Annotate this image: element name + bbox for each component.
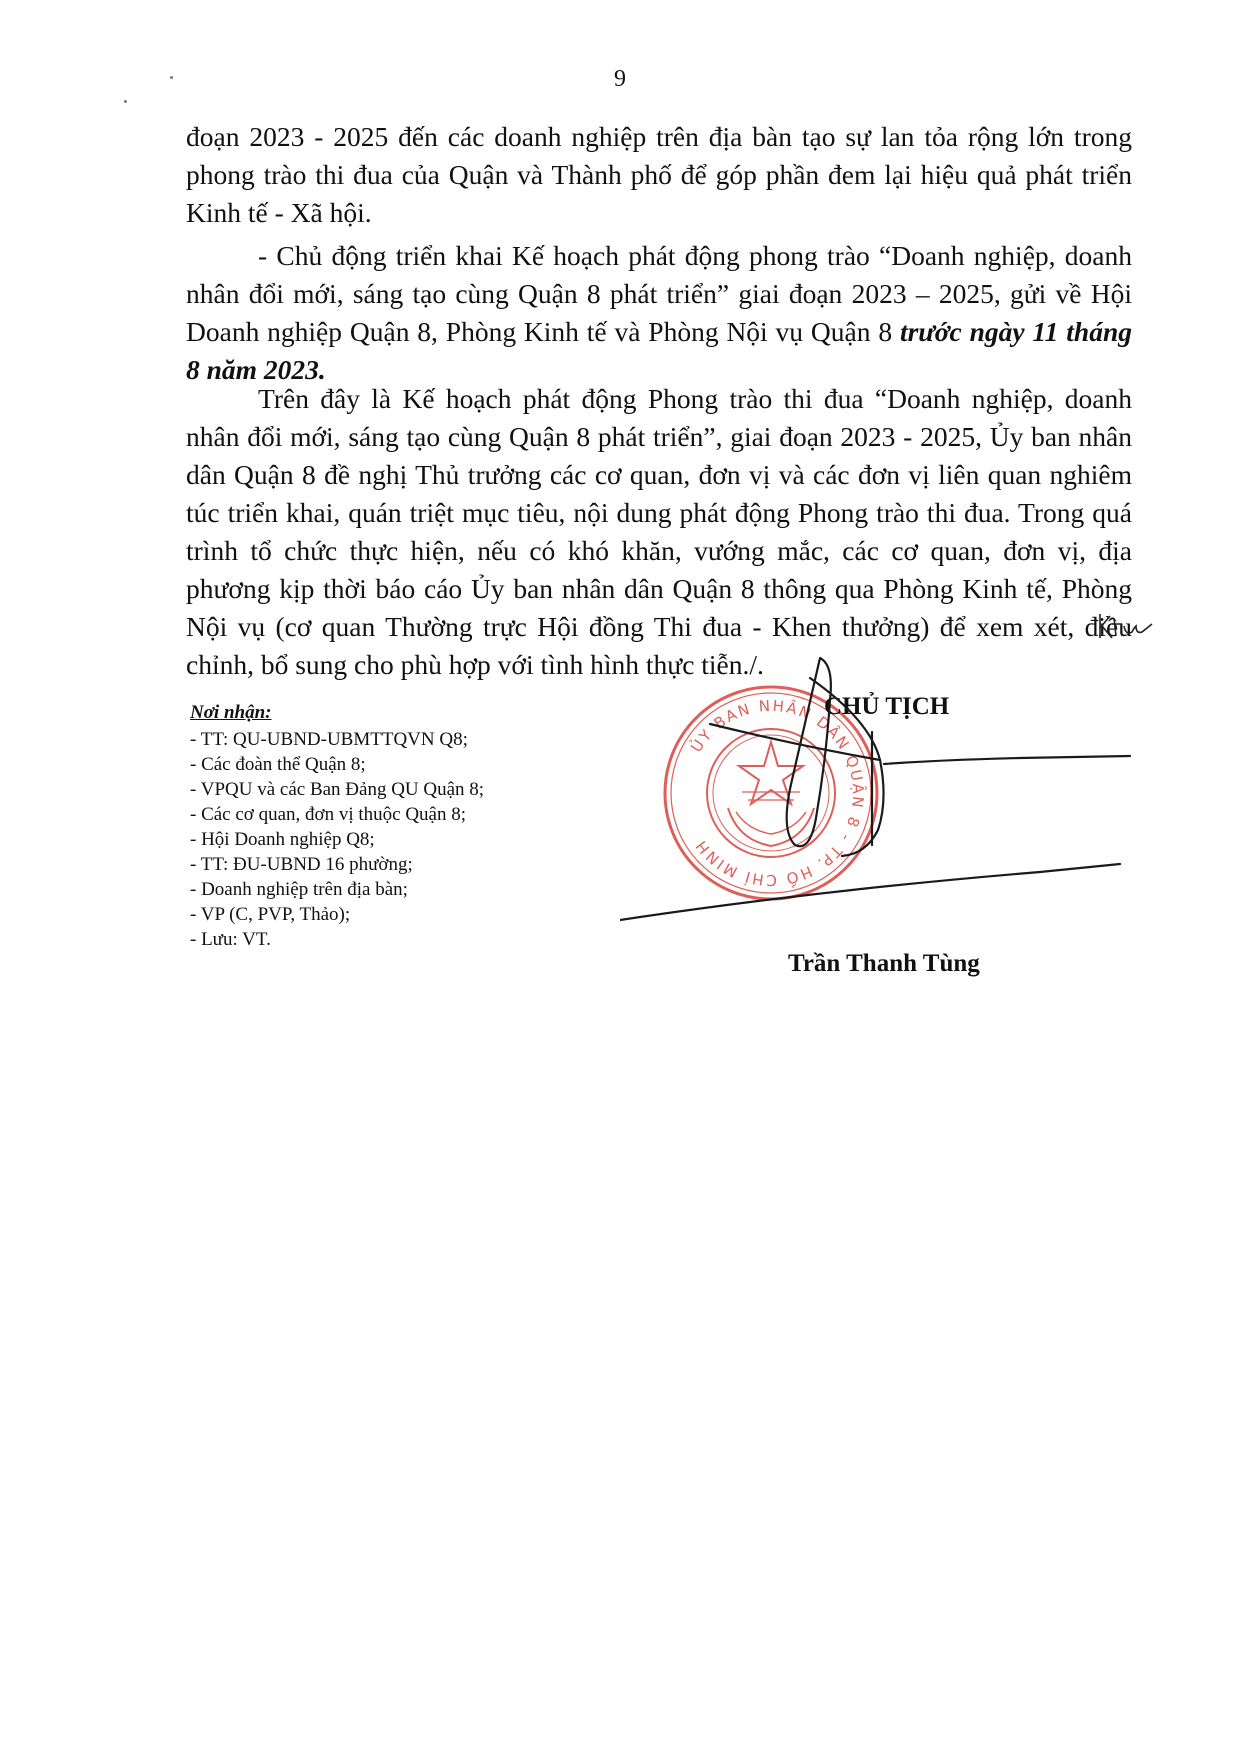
recipient-item: - VP (C, PVP, Thảo); [190, 904, 351, 925]
paragraph-continuation [186, 118, 1132, 232]
recipient-item: - TT: ĐU-UBND 16 phường; [190, 854, 413, 875]
recipient-item: - Hội Doanh nghiệp Q8; [190, 829, 375, 850]
paragraph-2-text: - Chủ động triển khai Kế hoạch phát động phong trào “Doanh nghiệp, doanh nhân đổi mới, sáng tạo cùng Quận 8 phát triển” giai đoạn 2023 – 2025, gửi về Hội Doanh nghiệp Quận 8, Phòng Kinh tế và Phòng Nội vụ Quận 8 [186, 240, 1132, 347]
handwritten-initials [1096, 604, 1156, 644]
recipient-item: - Doanh nghiệp trên địa bàn; [190, 879, 408, 900]
scan-speck [124, 100, 127, 103]
paragraph-3: Trên đây là Kế hoạch phát động Phong trào thi đua “Doanh nghiệp, doanh nhân đổi mới, sáng tạo cùng Quận 8 phát triển”, giai đoạn 2023 - 2025, Ủy ban nhân dân Quận 8 đề nghị Thủ trưởng các cơ quan, đơn vị và các đơn vị liên quan nghiêm túc triển khai, quán triệt mục tiêu, nội dung phát động Phong trào thi đua. Trong quá trình tổ chức thực hiện, nếu có khó khăn, vướng mắc, các cơ quan, đơn vị, địa phương kịp thời báo cáo Ủy ban nhân dân Quận 8 thông qua Phòng Kinh tế, Phòng Nội vụ (cơ quan Thường trực Hội đồng Thi đua - Khen thưởng) để xem xét, điều chỉnh, bổ sung cho phù hợp với tình hình thực tiễn./. [186, 383, 1132, 680]
recipient-item: - TT: QU-UBND-UBMTTQVN Q8; [190, 729, 468, 750]
signer-name: Trần Thanh Tùng [788, 950, 980, 977]
paragraph-2 [186, 237, 1132, 389]
recipients-title: Nơi nhận: [190, 702, 272, 723]
recipient-item: - Các cơ quan, đơn vị thuộc Quận 8; [190, 804, 467, 825]
signer-title: CHỦ TỊCH [824, 693, 950, 720]
paragraph-1: đoạn 2023 - 2025 đến các doanh nghiệp trên địa bàn tạo sự lan tỏa rộng lớn trong phong trào thi đua của Quận và Thành phố để góp phần đem lại hiệu quả phát triển Kinh tế - Xã hội. [186, 121, 1132, 228]
recipient-item: - Các đoàn thể Quận 8; [190, 754, 366, 775]
page-number: 9 [614, 66, 626, 92]
recipients-list [190, 727, 484, 952]
recipient-item: - VPQU và các Ban Đảng QU Quận 8; [190, 779, 485, 800]
seal-text: ỦY BAN NHÂN DÂN QUẬN 8 - TP. HỒ CHÍ MINH [687, 696, 868, 890]
deadline-text: trước ngày 11 tháng 8 năm 2023. [186, 316, 1132, 385]
paragraph-deadline [186, 237, 1132, 389]
recipients-block [190, 700, 484, 952]
handwritten-signature [620, 640, 1180, 940]
paragraph-conclusion [186, 380, 1132, 684]
recipient-item: - Lưu: VT. [190, 929, 271, 950]
